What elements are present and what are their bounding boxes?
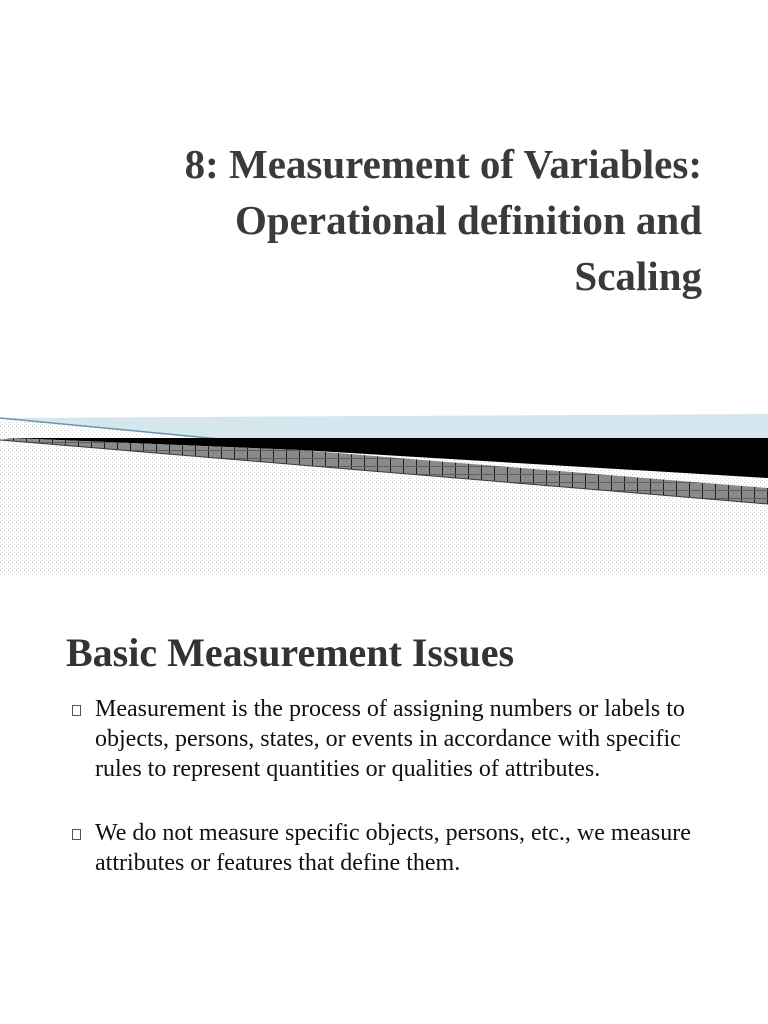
bullet-box-icon [72,829,81,840]
content-slide [0,576,768,1024]
bullet-text: Measurement is the process of assigning numbers or labels to objects, persons, states, or events in accordance with specific rules to represent quantities or qualities of attributes. [95,696,685,782]
bullet-box-icon [72,705,81,716]
bullet-text: We do not measure specific objects, persons, etc., we measure attributes or features that define them. [95,820,691,876]
slide-title [62,136,702,304]
bullet-list [72,694,722,912]
bullet-item [72,694,722,784]
slide-title-line-3: Scaling [574,253,702,299]
slide-title-line-2: Operational definition and [234,197,702,243]
bullet-item [72,818,722,878]
decorative-band [0,410,768,576]
slide-title-line-1: 8: Measurement of Variables: [184,141,702,187]
slide-heading: Basic Measurement Issues [66,630,515,675]
